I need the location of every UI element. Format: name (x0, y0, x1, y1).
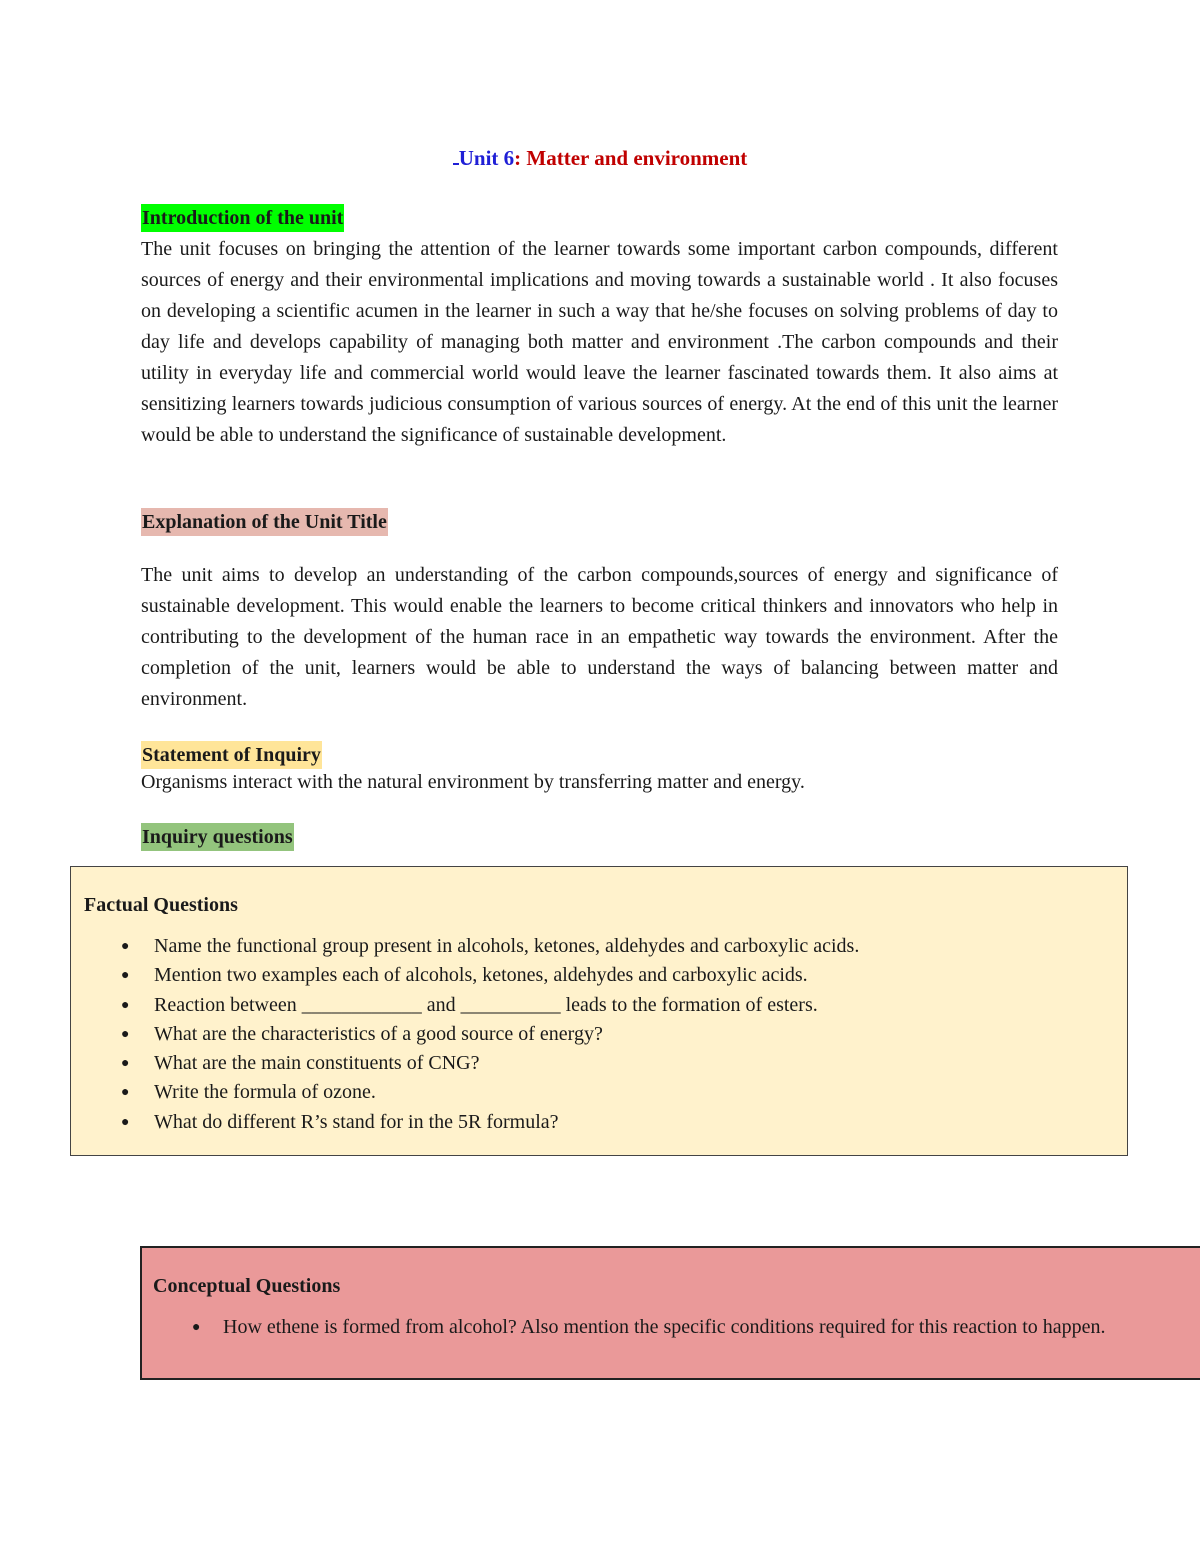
factual-questions-box (70, 866, 1128, 1156)
bullet-icon: ● (192, 1320, 201, 1335)
bullet-icon: ● (121, 1085, 130, 1101)
list-item (71, 1020, 859, 1049)
question-text: Mention two examples each of alcohols, ketones, aldehydes and carboxylic acids. (154, 964, 808, 987)
intro-heading: Introduction of the unit (141, 204, 344, 232)
explanation-paragraph: The unit aims to develop an understanding of the carbon compounds,sources of energy and significance of sustainable development. This would enable the learners to become critical thinkers and innovators who help in contributing to the development of the human race in an empathetic way towards the environment. After the completion of the unit, learners would be able to understand the ways of balancing between matter and environment. (141, 564, 1058, 710)
bullet-icon: ● (121, 1114, 130, 1130)
statement-heading: Statement of Inquiry (141, 741, 322, 769)
list-item (71, 991, 859, 1020)
conceptual-questions-title: Conceptual Questions (153, 1275, 341, 1297)
statement-paragraph: Organisms interact with the natural environment by transferring matter and energy. (141, 771, 805, 793)
factual-questions-list (71, 932, 859, 1137)
factual-questions-title: Factual Questions (84, 894, 238, 916)
question-text: How ethene is formed from alcohol? Also mention the specific conditions required for this reaction to happen. (223, 1316, 1106, 1338)
unit-name: : Matter and environment (514, 146, 748, 170)
list-item (142, 1312, 1200, 1343)
list-item (71, 1108, 859, 1137)
question-text: What are the characteristics of a good source of energy? (154, 1022, 603, 1045)
unit-title (0, 143, 1200, 172)
list-item (71, 932, 859, 961)
bullet-icon: ● (121, 968, 130, 984)
unit-number: Unit 6 (458, 146, 515, 170)
question-text: Write the formula of ozone. (154, 1081, 376, 1104)
question-text: What are the main constituents of CNG? (154, 1052, 480, 1075)
bullet-icon: ● (121, 1056, 130, 1072)
list-item (71, 1078, 859, 1107)
conceptual-questions-box (140, 1246, 1200, 1380)
intro-paragraph: The unit focuses on bringing the attention of the learner towards some important carbon compounds, different sources of energy and their environmental implications and moving towards a sustainable world . It also focuses on developing a scientific acumen in the learner in such a way that he/she focuses on solving problems of day to day life and develops capability of managing both matter and environment .The carbon compounds and their utility in everyday life and commercial world would leave the learner fascinated towards them. It also aims at sensitizing learners towards judicious consumption of various sources of energy. At the end of this unit the learner would be able to understand the significance of sustainable development. (141, 238, 1058, 446)
bullet-icon: ● (121, 1026, 130, 1042)
explanation-heading: Explanation of the Unit Title (141, 508, 388, 536)
conceptual-questions-list (142, 1312, 1200, 1343)
list-item (71, 961, 859, 990)
list-item (71, 1049, 859, 1078)
question-text: Name the functional group present in alcohols, ketones, aldehydes and carboxylic acids. (154, 935, 860, 957)
inquiry-heading: Inquiry questions (141, 823, 294, 851)
question-text: What do different R’s stand for in the 5R formula? (154, 1110, 559, 1133)
bullet-icon: ● (121, 939, 130, 954)
bullet-icon: ● (121, 997, 130, 1013)
question-text: Reaction between ____________ and __________ leads to the formation of esters. (154, 993, 818, 1016)
